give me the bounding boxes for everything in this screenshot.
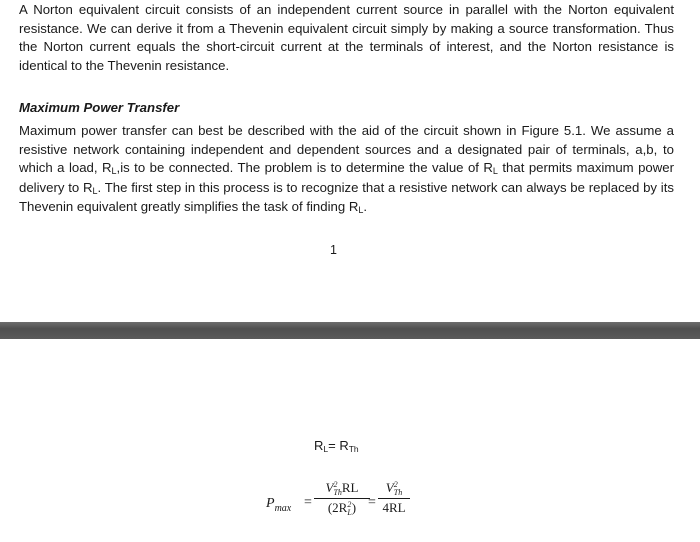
- fraction-1-denominator: [314, 499, 370, 517]
- num2-sup: 2: [393, 480, 398, 490]
- num1-sup: 2: [333, 480, 338, 490]
- pmax-equals-1: =: [304, 495, 312, 510]
- p2-sub-3: L: [92, 185, 98, 196]
- num2-supsub: [394, 481, 402, 497]
- num1-v: V: [325, 480, 334, 495]
- p2-text-2: ,is to be connected. The problem is to determine the value of R: [116, 160, 493, 176]
- eq1-equals: = R: [328, 438, 349, 453]
- fraction-2-numerator: [378, 480, 410, 499]
- eq1-rhs-sub: Th: [348, 444, 359, 454]
- norton-paragraph: A Norton equivalent circuit consists of an independent current source in parallel with the Norton equivalent resistance. We can derive it from a Thevenin equivalent circuit simply by making a source transformation. Thus the Norton current equals the short-circuit current at the terminals of interest, and the Norton resistance is identical to the Thevenin resistance.: [19, 2, 674, 73]
- page-separator: [0, 322, 700, 339]
- eq1-lhs-sub: L: [323, 444, 329, 454]
- pmax-symbol: P: [266, 496, 275, 511]
- fraction-1: [314, 480, 370, 517]
- p2-sub-2: L: [492, 166, 498, 177]
- pmax-equals-2: =: [368, 495, 376, 510]
- den1-open: (2R: [327, 500, 348, 516]
- num1-rest: RL: [341, 480, 359, 495]
- max-power-paragraph: [19, 122, 674, 218]
- p2-text-4: . The first step in this process is to recognize that a resistive network can always be replaced by its Thevenin equivalent greatly simplifies the task of finding R: [19, 179, 674, 215]
- p2-sub-1: L: [111, 166, 117, 177]
- den1-sub: L: [347, 508, 352, 518]
- den1-close: ): [351, 500, 357, 516]
- page-number: 1: [330, 243, 337, 257]
- num2-sub: Th: [393, 488, 403, 498]
- pmax-lhs: [266, 496, 291, 514]
- p2-text-5: .: [363, 199, 368, 215]
- p2-text-1: Maximum power transfer can best be described with the aid of the circuit shown in Figure 5.1. We assume a resistive network containing independent and dependent sources and a designated pair of terminals, a,b, to which a load, R: [19, 123, 674, 176]
- num1-sub: Th: [333, 488, 342, 498]
- eq1-lhs: R: [314, 438, 324, 453]
- section-heading: Maximum Power Transfer: [19, 100, 180, 115]
- fraction-2-denominator: 4RL: [382, 500, 406, 516]
- num2-v: V: [385, 480, 394, 495]
- equation-rl-equals-rth: [314, 438, 359, 453]
- p2-text-3: that permits maximum power delivery to R: [19, 160, 675, 195]
- fraction-1-numerator: [314, 480, 370, 499]
- den1-sup: 2: [347, 500, 352, 510]
- pmax-sub: max: [274, 502, 292, 514]
- equation-pmax: [266, 480, 466, 530]
- fraction-2: [378, 480, 410, 516]
- num1-supsub: [333, 481, 341, 497]
- p2-sub-4: L: [358, 205, 364, 216]
